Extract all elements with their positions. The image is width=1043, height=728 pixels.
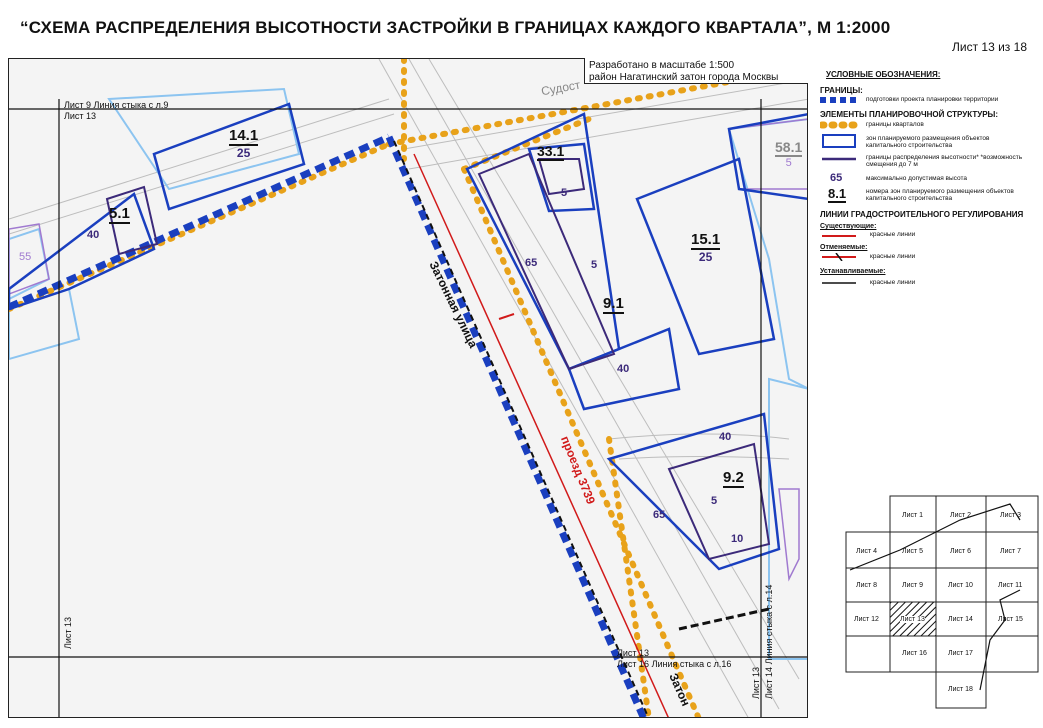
established-swatch <box>822 280 856 286</box>
note-line-2: район Нагатинский затон города Москвы <box>589 72 779 83</box>
sheet-cell-15: Лист 15 <box>998 616 1023 623</box>
legend-section-boundaries: ГРАНИЦЫ: <box>820 86 863 95</box>
join-label-right-sub: Лист 13 <box>751 666 761 699</box>
zone-label-15-1 <box>691 231 720 264</box>
legend-quarter-item: границы кварталов <box>866 121 924 128</box>
sheet-cell-14: Лист 14 <box>948 616 973 623</box>
sheet-index <box>840 490 1040 710</box>
zone-height-9-2-top: 40 <box>719 431 732 443</box>
development-note <box>584 58 808 84</box>
sheet-cell-10: Лист 10 <box>948 582 973 589</box>
zone-label-14-1 <box>229 127 258 160</box>
sheet-number: Лист 13 из 18 <box>952 40 1027 54</box>
zone-height-9-2-side: 65 <box>653 509 666 521</box>
zone-number: 9.1 <box>603 295 624 312</box>
legend-existing: Существующие: <box>820 223 877 230</box>
quarter-swatch <box>820 120 860 130</box>
join-label-bottom-sub: Лист 13 <box>617 648 650 658</box>
legend <box>808 58 1038 478</box>
territory-boundary <box>9 137 644 718</box>
sheet-cell-2: Лист 2 <box>950 512 972 519</box>
red-line-cancelled <box>499 314 514 319</box>
legend-boundary-item: подготовки проекта планировки территории <box>866 96 999 103</box>
legend-zone-num: 8.1 <box>828 186 847 201</box>
sheet-cell-13: Лист 13 <box>900 616 925 623</box>
sheet-cell-12: Лист 12 <box>854 616 879 623</box>
zone-height-33-1: 5 <box>561 187 568 199</box>
page-title: “СХЕМА РАСПРЕДЕЛЕНИЯ ВЫСОТНОСТИ ЗАСТРОЙКИ В ГРАНИЦАХ КАЖДОГО КВАРТАЛА”, М 1:2000 <box>20 18 891 37</box>
cancelled-swatch <box>822 253 856 261</box>
outside-height: 55 <box>19 251 32 263</box>
legend-max-height-item: максимально допустимая высота <box>866 175 967 182</box>
join-label-top-sub: Лист 13 <box>64 111 97 121</box>
legend-height-item: границы распределения высотности* *возможность смещения до 7 м <box>866 154 1023 168</box>
quarter-boundaries <box>9 59 799 718</box>
zone-height-9-2-bottom: 10 <box>731 533 744 545</box>
join-label-top: Лист 9 Линия стыка с л.9 <box>64 100 169 110</box>
sheet-cell-3: Лист 3 <box>1000 512 1022 519</box>
zone-label-33-1 <box>537 143 564 161</box>
join-label-right: Лист 14 Линия стыка с л.14 <box>764 584 774 699</box>
legend-zone-num-item: номера зон планируемого размещения объектов капитального строительства <box>866 188 1014 202</box>
zone-number: 33.1 <box>537 143 565 159</box>
zone-number: 14.1 <box>229 127 259 144</box>
note-line-1: Разработано в масштабе 1:500 <box>589 60 735 71</box>
zone-height-9-1-main: 5 <box>591 259 598 271</box>
street-label-proezd: проезд 3739 <box>558 434 599 507</box>
zone-number: 9.2 <box>723 469 744 486</box>
red-line <box>414 154 669 718</box>
zone-height-9-2-main: 5 <box>711 495 718 507</box>
sheet-cell-5: Лист 5 <box>902 548 924 555</box>
street-label-sudost: Судост <box>540 77 582 99</box>
legend-section-lines: ЛИНИИ ГРАДОСТРОИТЕЛЬНОГО РЕГУЛИРОВАНИЯ <box>820 210 1024 219</box>
legend-cancelled: Отменяемые: <box>820 244 868 251</box>
background-streets <box>9 59 808 718</box>
street-label-zaton-bottom: Затон <box>666 671 694 709</box>
legend-cancelled-item: красные линии <box>870 253 916 260</box>
legend-section-elements: ЭЛЕМЕНТЫ ПЛАНИРОВОЧНОЙ СТРУКТУРЫ: <box>820 110 999 119</box>
sheet-cell-6: Лист 6 <box>950 548 972 555</box>
existing-swatch <box>822 233 856 239</box>
zone-label-9-1 <box>603 295 624 314</box>
zone-number: 58.1 <box>775 139 803 155</box>
sheet-cell-8: Лист 8 <box>856 582 878 589</box>
join-label-left-sub: Лист 13 <box>63 616 73 649</box>
sheet-index-grid <box>840 490 1040 710</box>
territory-boundary-inner <box>394 141 649 718</box>
zone-height-9-1-side: 65 <box>525 257 538 269</box>
join-label-bottom: Лист 16 Линия стыка с л.16 <box>617 659 732 669</box>
legend-max-height-num: 65 <box>830 172 843 184</box>
zone-height: 25 <box>698 250 713 264</box>
map-canvas <box>9 59 808 718</box>
zone-height-9-1-bottom: 40 <box>617 363 630 375</box>
zone-label-5-1 <box>109 205 130 224</box>
legend-existing-item: красные линии <box>870 231 916 238</box>
sheet-cell-11: Лист 11 <box>998 582 1023 589</box>
sheet-cell-18: Лист 18 <box>948 686 973 693</box>
zone-number: 5.1 <box>109 205 130 222</box>
sheet-cell-17: Лист 17 <box>948 650 973 657</box>
height-swatch <box>822 156 856 162</box>
legend-zone-item: зон планируемого размещения объектов капитального строительства <box>866 135 990 149</box>
boundary-swatch <box>820 96 860 104</box>
legend-established: Устанавливаемые: <box>820 268 886 275</box>
zone-height: 25 <box>236 146 251 160</box>
zone-height: 5 <box>785 157 792 169</box>
height-boundaries <box>107 154 769 559</box>
zone-label-9-2 <box>723 469 744 488</box>
sheet-cell-4: Лист 4 <box>856 548 878 555</box>
map-frame <box>8 58 808 718</box>
light-blue-blocks <box>9 89 808 659</box>
legend-title: УСЛОВНЫЕ ОБОЗНАЧЕНИЯ: <box>826 70 941 79</box>
street-label-zaton: Затонная улица <box>426 259 481 351</box>
sheet-cell-1: Лист 1 <box>902 512 924 519</box>
zone-swatch <box>822 134 856 148</box>
sheet-cell-9: Лист 9 <box>902 582 924 589</box>
zone-number: 15.1 <box>691 231 721 248</box>
zone-label-58-1 <box>775 139 802 169</box>
legend-established-item: красные линии <box>870 279 916 286</box>
sheet-cell-7: Лист 7 <box>1000 548 1022 555</box>
sheet-cell-16: Лист 16 <box>902 650 927 657</box>
zone-height-5-1: 40 <box>87 229 100 241</box>
